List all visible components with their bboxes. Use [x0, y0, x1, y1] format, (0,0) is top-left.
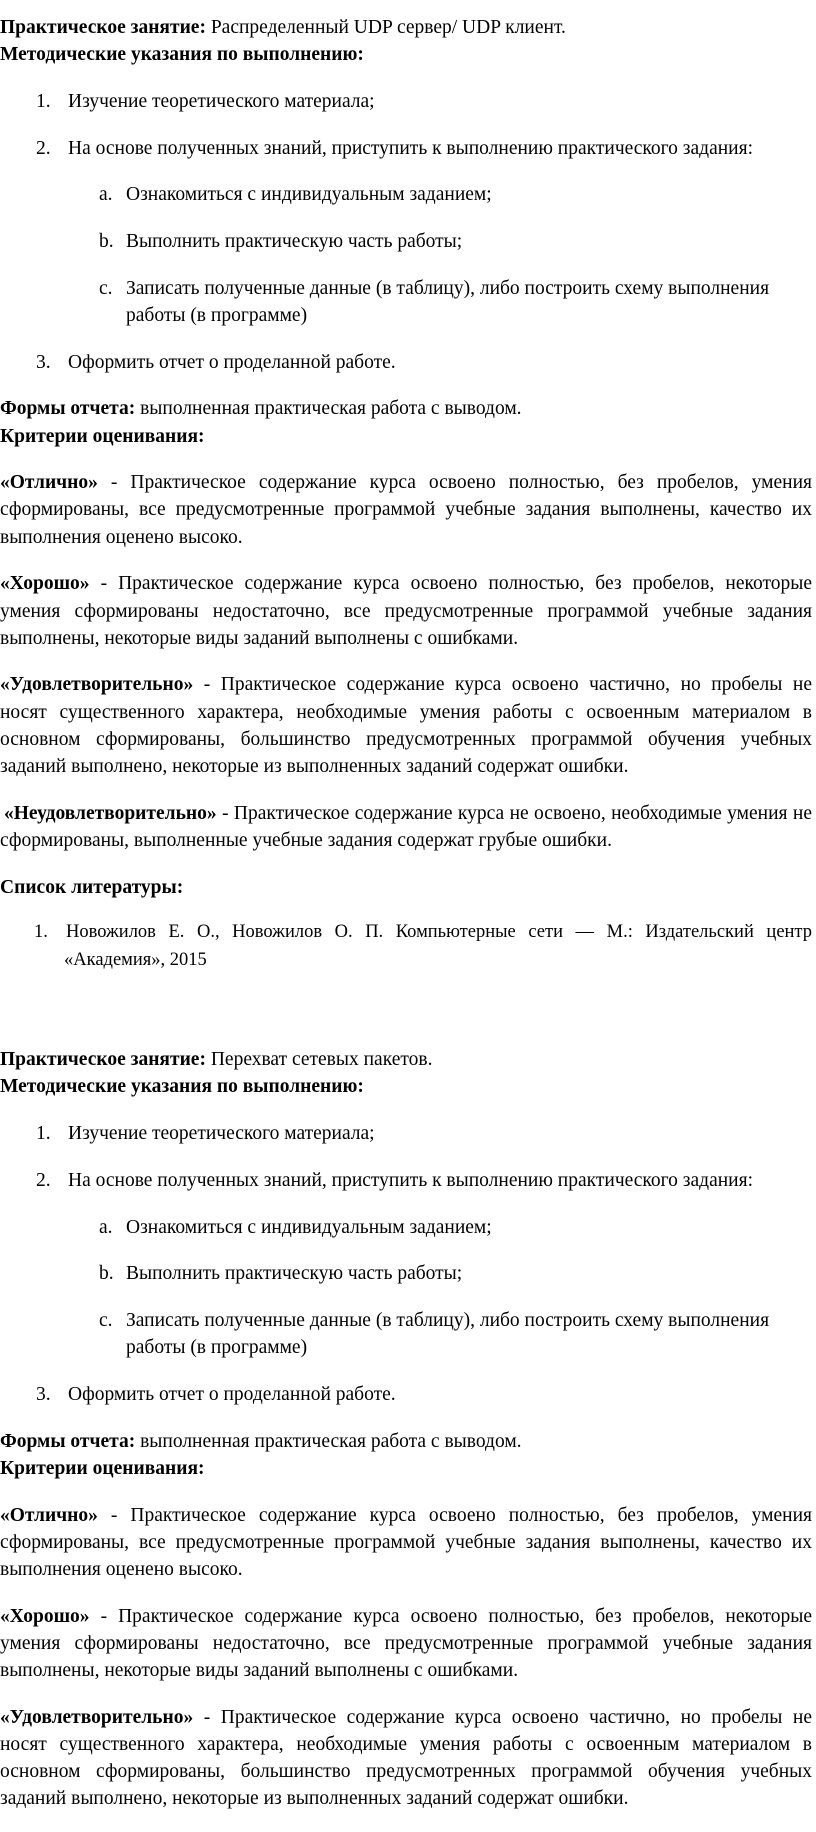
method-heading: Методические указания по выполнению: [0, 1076, 364, 1098]
step-3: 3. Оформить отчет о проделанной работе. [36, 1383, 396, 1405]
substep-a: a. Ознакомиться с индивидуальным заданием; [99, 184, 492, 206]
lesson-title: Практическое занятие: Перехват сетевых пакетов. [0, 1049, 433, 1071]
report-form: Формы отчета: выполненная практическая работа с выводом. [0, 398, 522, 420]
criteria-heading: Критерии оценивания: [0, 1457, 205, 1479]
spacer [0, 1019, 812, 1046]
criterion-excellent: «Отлично» - Практическое содержание курса освоено полностью, без пробелов, умения сформированы, все предусмотренные программой учебные задания выполнены, качество их выполнения оценено высоко. [0, 1504, 812, 1580]
substep-c: c. Записать полученные данные (в таблицу), либо построить схему выполнения работы (в программе) [99, 1310, 770, 1359]
substep-b: b. Выполнить практическую часть работы; [99, 1263, 463, 1285]
lesson-section-2 [0, 1046, 812, 1812]
report-form: Формы отчета: выполненная практическая работа с выводом. [0, 1430, 522, 1452]
criterion-satisfactory: «Удовлетворительно» - Практическое содержание курса освоено частично, но пробелы не носят существенного характера, необходимые умения работы с освоенным материалом в основном сформированы, большинство предусмотренных программой обучения учебных заданий выполнено, некоторые из выполненных заданий содержат ошибки. [0, 1706, 812, 1810]
criterion-good: «Хорошо» - Практическое содержание курса освоено полностью, без пробелов, некоторые умения сформированы недостаточно, все предусмотренные программой учебные задания выполнены, некоторые виды заданий выполнены с ошибками. [0, 1605, 812, 1682]
substep-b: b. Выполнить практическую часть работы; [99, 231, 463, 253]
step-2: 2. На основе полученных знаний, приступить к выполнению практического задания: [36, 137, 753, 159]
method-heading: Методические указания по выполнению: [0, 44, 364, 66]
spacer [0, 992, 812, 1019]
substep-a: a. Ознакомиться с индивидуальным заданием; [99, 1216, 492, 1238]
lesson-section-1 [0, 14, 812, 974]
step-1: 1. Изучение теоретического материала; [36, 90, 375, 112]
criterion-good: «Хорошо» - Практическое содержание курса освоено полностью, без пробелов, некоторые умения сформированы недостаточно, все предусмотренные программой учебные задания выполнены, некоторые виды заданий выполнены с ошибками. [0, 573, 812, 649]
criterion-satisfactory: «Удовлетворительно» - Практическое содержание курса освоено частично, но пробелы не носят существенного характера, необходимые умения работы с освоенным материалом в основном сформированы, большинство предусмотренных программой обучения учебных заданий выполнено, некоторые из выполненных заданий содержат ошибки. [0, 674, 812, 778]
criterion-unsatisfactory: «Неудовлетворительно» - Практическое содержание курса не освоено, необходимые умения не сформированы, выполненные учебные задания содержат грубые ошибки. [0, 802, 812, 851]
step-1: 1. Изучение теоретического материала; [36, 1123, 375, 1145]
lesson-title: Практическое занятие: Распределенный UDP сервер/ UDP клиент. [0, 17, 566, 38]
step-3: 3. Оформить отчет о проделанной работе. [36, 351, 396, 373]
criterion-excellent: «Отлично» - Практическое содержание курса освоено полностью, без пробелов, умения сформированы, все предусмотренные программой учебные задания выполнены, качество их выполнения оценено высоко. [0, 472, 812, 548]
step-2: 2. На основе полученных знаний, приступить к выполнению практического задания: [36, 1169, 753, 1191]
document-page [0, 14, 812, 1832]
literature-item: 1. Новожилов Е. О., Новожилов О. П. Компьютерные сети — М.: Издательский центр «Академия», 2015 [34, 922, 812, 970]
substep-c: c. Записать полученные данные (в таблицу), либо построить схему выполнения работы (в программе) [99, 277, 770, 326]
criteria-heading: Критерии оценивания: [0, 425, 205, 447]
literature-heading: Список литературы: [0, 876, 184, 898]
